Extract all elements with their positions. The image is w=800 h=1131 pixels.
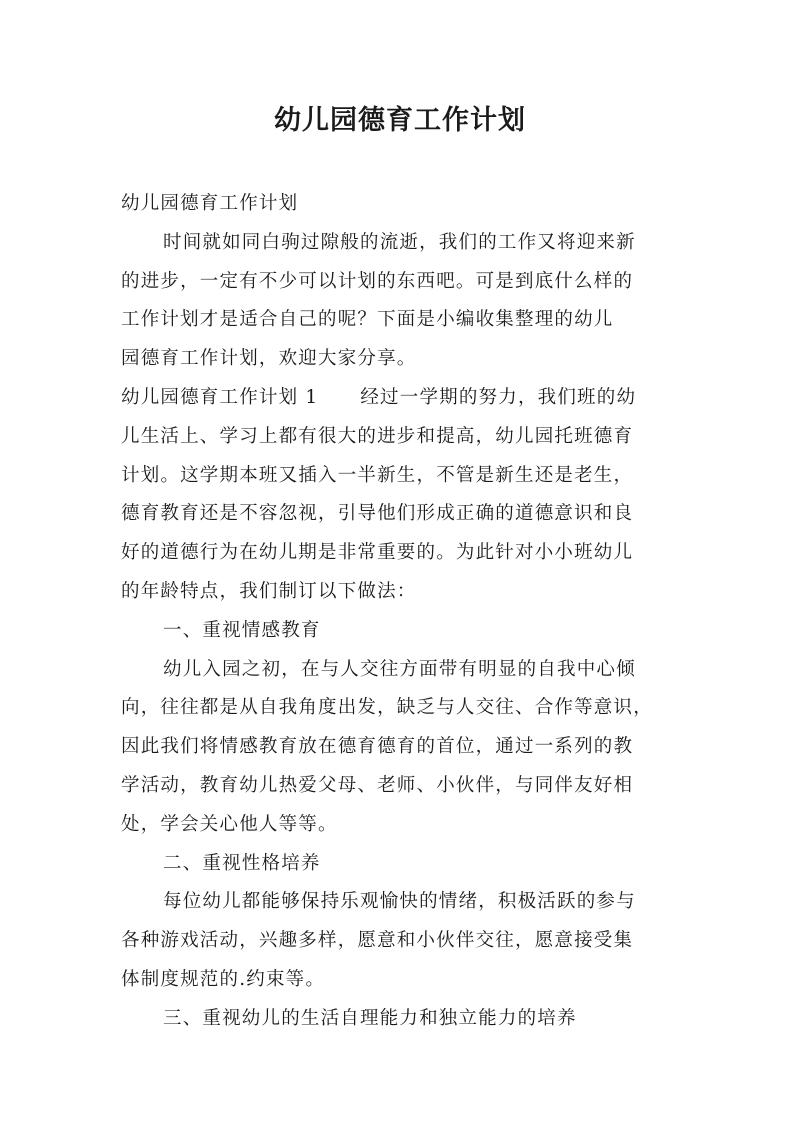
subheading-line: 二、重视性格培养 (163, 852, 321, 874)
paragraph-line: 幼儿入园之初，在与人交往方面带有明显的自我中心倾 (163, 658, 636, 680)
subheading-line: 一、重视情感教育 (163, 619, 321, 641)
page-title: 幼儿园德育工作计划 (274, 105, 526, 136)
paragraph-line: 园德育工作计划，欢迎大家分享。 (121, 348, 417, 370)
section-heading-line (121, 379, 683, 418)
paragraph-line: 工作计划才是适合自己的呢？下面是小编收集整理的幼儿 (121, 309, 614, 331)
paragraph-line: 向，往往都是从自我角度出发，缺乏与人交往、合作等意识， (121, 697, 653, 719)
paragraph-line: 好的道德行为在幼儿期是非常重要的。为此针对小小班幼儿 (121, 542, 634, 564)
subheading-line: 三、重视幼儿的生活自理能力和独立能力的培养 (163, 1007, 577, 1029)
paragraph-line: 各种游戏活动，兴趣多样，愿意和小伙伴交往，愿意接受集 (121, 930, 634, 952)
subtitle-line: 幼儿园德育工作计划 (121, 193, 299, 214)
document-body (121, 185, 683, 1039)
paragraph-line: 计划。这学期本班又插入一半新生，不管是新生还是老生， (121, 464, 634, 486)
paragraph-text: 经过一学期的努力，我们班的幼 (360, 386, 637, 408)
paragraph-line: 每位幼儿都能够保持乐观愉快的情绪，积极活跃的参与 (163, 891, 636, 913)
paragraph-line: 的进步，一定有不少可以计划的东西吧。可是到底什么样的 (121, 270, 634, 292)
paragraph-line: 学活动，教育幼儿热爱父母、老师、小伙伴，与同伴友好相 (121, 774, 634, 796)
paragraph-line: 时间就如同白驹过隙般的流逝，我们的工作又将迎来新 (163, 231, 636, 253)
paragraph-line: 因此我们将情感教育放在德育德育的首位，通过一系列的教 (121, 736, 634, 758)
paragraph-line: 的年龄特点，我们制订以下做法： (121, 580, 417, 602)
paragraph-line: 体制度规范的.约束等。 (121, 968, 326, 990)
paragraph-line: 德育教育还是不容忽视，引导他们形成正确的道德意识和良 (121, 503, 634, 525)
paragraph-line: 处，学会关心他人等等。 (121, 813, 338, 835)
section-heading: 幼儿园德育工作计划 1 (121, 386, 319, 408)
paragraph-line: 儿生活上、学习上都有很大的进步和提高，幼儿园托班德育 (121, 425, 634, 447)
